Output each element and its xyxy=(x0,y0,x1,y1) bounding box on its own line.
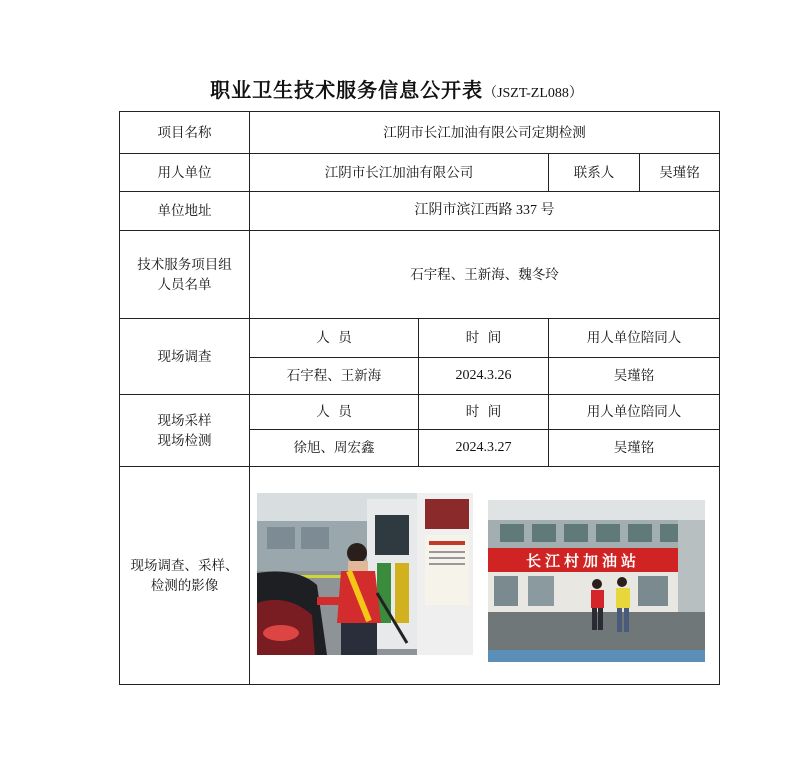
station-sign-text: 长江村加油站 xyxy=(525,552,641,570)
sampling-col-time: 时 间 xyxy=(419,395,549,430)
survey-col-time: 时 间 xyxy=(419,319,549,358)
address-label: 单位地址 xyxy=(120,192,250,231)
photo-fuel-pump xyxy=(257,493,473,655)
employer-label: 用人单位 xyxy=(120,154,250,192)
images-label-line2: 检测的影像 xyxy=(150,577,219,594)
project-name-label: 项目名称 xyxy=(120,112,250,154)
contact-value: 吴瑾铭 xyxy=(640,154,720,192)
images-cell xyxy=(250,467,720,685)
images-label xyxy=(120,467,250,685)
title-text: 职业卫生技术服务信息公开表 xyxy=(210,78,484,102)
sampling-time: 2024.3.27 xyxy=(419,430,549,467)
team-label-line2: 人员名单 xyxy=(157,276,212,293)
row-sampling-header xyxy=(120,395,720,430)
images-label-line1: 现场调查、采样、 xyxy=(130,557,239,574)
row-address xyxy=(120,192,720,231)
row-project xyxy=(120,112,720,154)
sampling-col-companion: 用人单位陪同人 xyxy=(549,395,720,430)
row-employer xyxy=(120,154,720,192)
form-code: （JSZT-ZL088） xyxy=(483,86,583,101)
project-name-value: 江阴市长江加油有限公司定期检测 xyxy=(250,112,720,154)
info-table xyxy=(119,111,720,685)
sampling-label xyxy=(120,395,250,467)
row-survey-header xyxy=(120,319,720,358)
row-images xyxy=(120,467,720,685)
team-label-line1: 技术服务项目组 xyxy=(137,256,232,273)
sampling-col-person: 人 员 xyxy=(250,395,419,430)
survey-col-person: 人 员 xyxy=(250,319,419,358)
sampling-label-line2: 现场检测 xyxy=(157,432,212,449)
contact-label: 联系人 xyxy=(549,154,640,192)
survey-time: 2024.3.26 xyxy=(419,358,549,395)
sampling-label-line1: 现场采样 xyxy=(157,412,212,429)
team-label xyxy=(120,231,250,319)
sampling-person: 徐旭、周宏鑫 xyxy=(250,430,419,467)
team-value: 石宇程、王新海、魏冬玲 xyxy=(250,231,720,319)
row-team xyxy=(120,231,720,319)
survey-companion: 吴瑾铭 xyxy=(549,358,720,395)
survey-person: 石宇程、王新海 xyxy=(250,358,419,395)
photo-station-building xyxy=(488,500,705,662)
page-title xyxy=(0,74,793,103)
sampling-companion: 吴瑾铭 xyxy=(549,430,720,467)
address-value: 江阴市滨江西路 337 号 xyxy=(250,192,720,231)
survey-col-companion: 用人单位陪同人 xyxy=(549,319,720,358)
survey-label: 现场调查 xyxy=(120,319,250,395)
employer-value: 江阴市长江加油有限公司 xyxy=(250,154,549,192)
